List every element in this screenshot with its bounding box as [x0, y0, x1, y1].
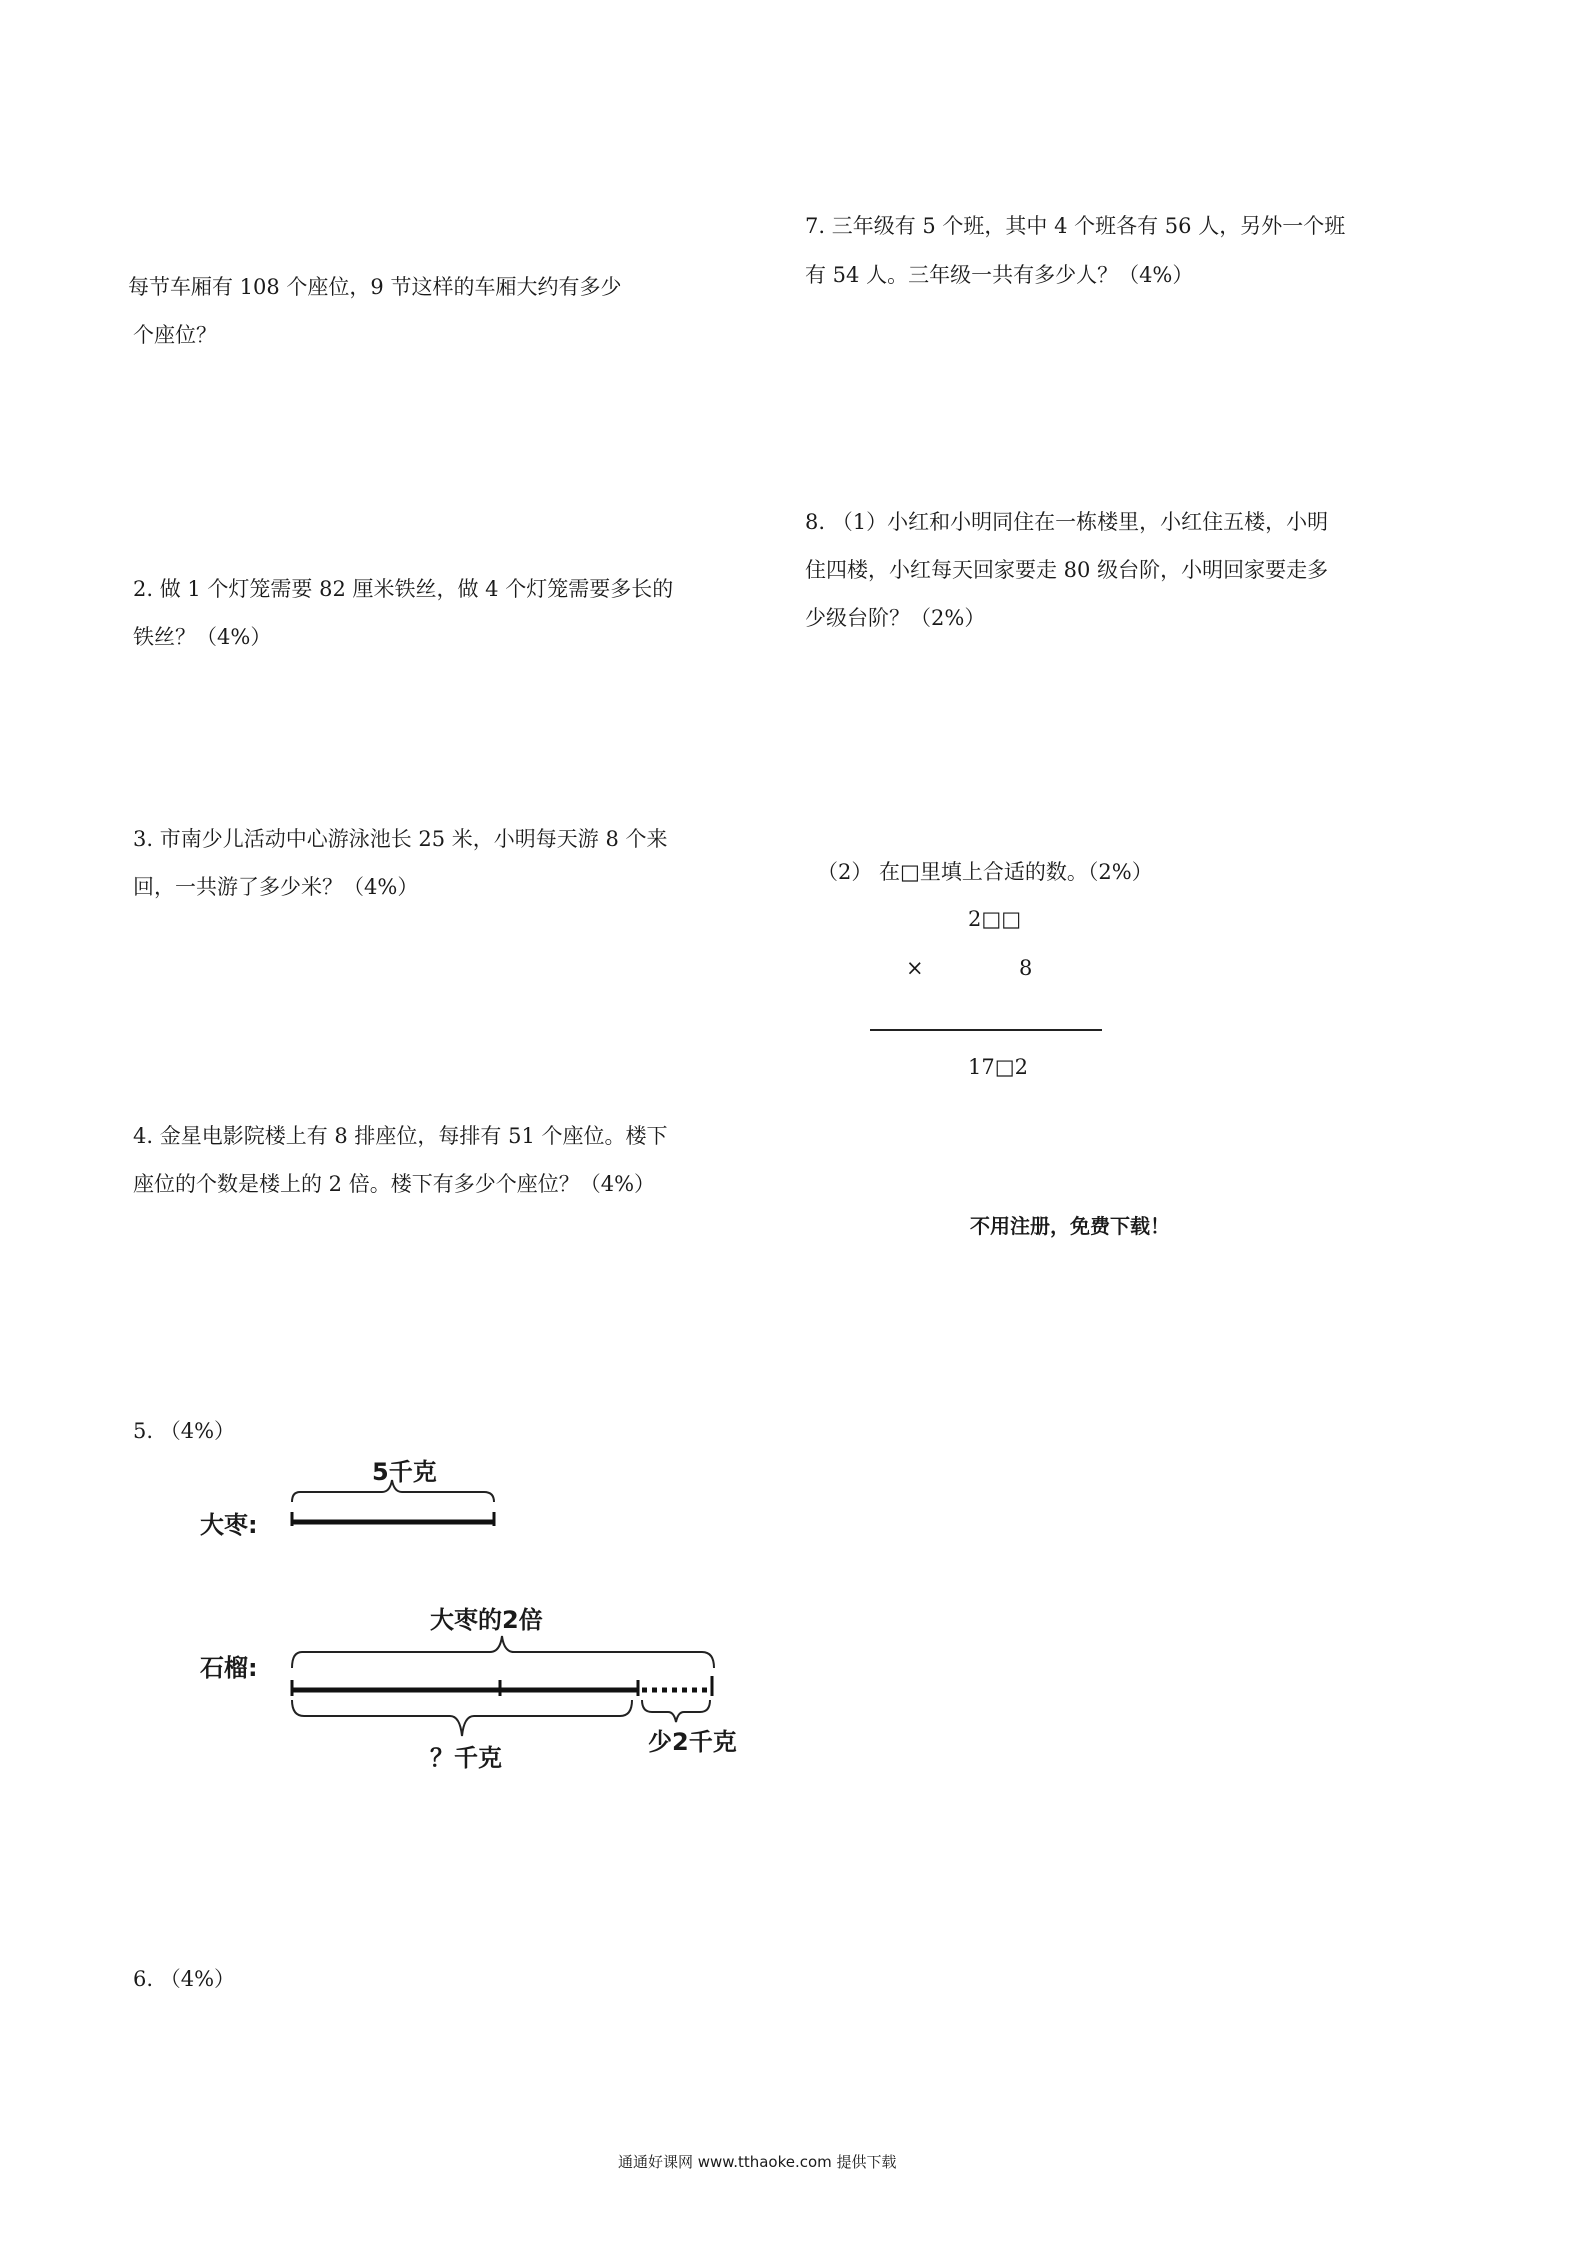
q3-line1: 3. 市南少儿活动中心游泳池长 25 米，小明每天游 8 个来	[133, 827, 668, 851]
jujube-label: 大枣:	[200, 1511, 258, 1539]
multiplier: 8	[1019, 956, 1033, 980]
product: 17□2	[968, 1055, 1028, 1079]
q8b-label: （2） 在□里填上合适的数。（2%）	[817, 860, 1153, 884]
download-notice: 不用注册，免费下载！	[970, 1214, 1170, 1238]
q8-line1: 8. （1）小红和小明同住在一栋楼里，小红住五楼，小明	[805, 510, 1329, 534]
q7-line1: 7. 三年级有 5 个班，其中 4 个班各有 56 人，另外一个班	[805, 214, 1346, 238]
less-brace	[642, 1700, 710, 1722]
q1-line1: 每节车厢有 108 个座位，9 节这样的车厢大约有多少	[128, 275, 622, 299]
pomegranate-bottom-brace	[292, 1700, 632, 1736]
multiplicand: 2□□	[968, 907, 1022, 931]
double-brace-label: 大枣的2倍	[430, 1606, 543, 1634]
page-footer: 通通好课网 www.tthaoke.com 提供下载	[618, 2153, 897, 2171]
unknown-brace-label: ？千克	[430, 1744, 502, 1772]
q6-label: 6. （4%）	[133, 1967, 236, 1991]
q1-line2: 个座位？	[133, 323, 217, 347]
q5-label: 5. （4%）	[133, 1419, 236, 1443]
q8-line2: 住四楼，小红每天回家要走 80 级台阶，小明回家要走多	[805, 558, 1329, 582]
q2-line2: 铁丝？（4%）	[133, 625, 272, 649]
q7-line2: 有 54 人。三年级一共有多少人？（4%）	[805, 263, 1194, 287]
q3-line2: 回，一共游了多少米？（4%）	[133, 875, 419, 899]
q4-line1: 4. 金星电影院楼上有 8 排座位，每排有 51 个座位。楼下	[133, 1124, 668, 1148]
q2-line1: 2. 做 1 个灯笼需要 82 厘米铁丝，做 4 个灯笼需要多长的	[133, 577, 674, 601]
less-brace-label: 少2千克	[648, 1728, 737, 1756]
pomegranate-top-brace	[292, 1636, 714, 1668]
vertical-calc-line	[870, 1029, 1102, 1031]
q4-line2: 座位的个数是楼上的 2 倍。楼下有多少个座位？（4%）	[133, 1172, 656, 1196]
jujube-brace-label: 5千克	[372, 1458, 437, 1486]
times-sign: ×	[906, 956, 924, 980]
q8-line3: 少级台阶？（2%）	[805, 606, 986, 630]
pomegranate-label: 石榴:	[200, 1654, 258, 1682]
